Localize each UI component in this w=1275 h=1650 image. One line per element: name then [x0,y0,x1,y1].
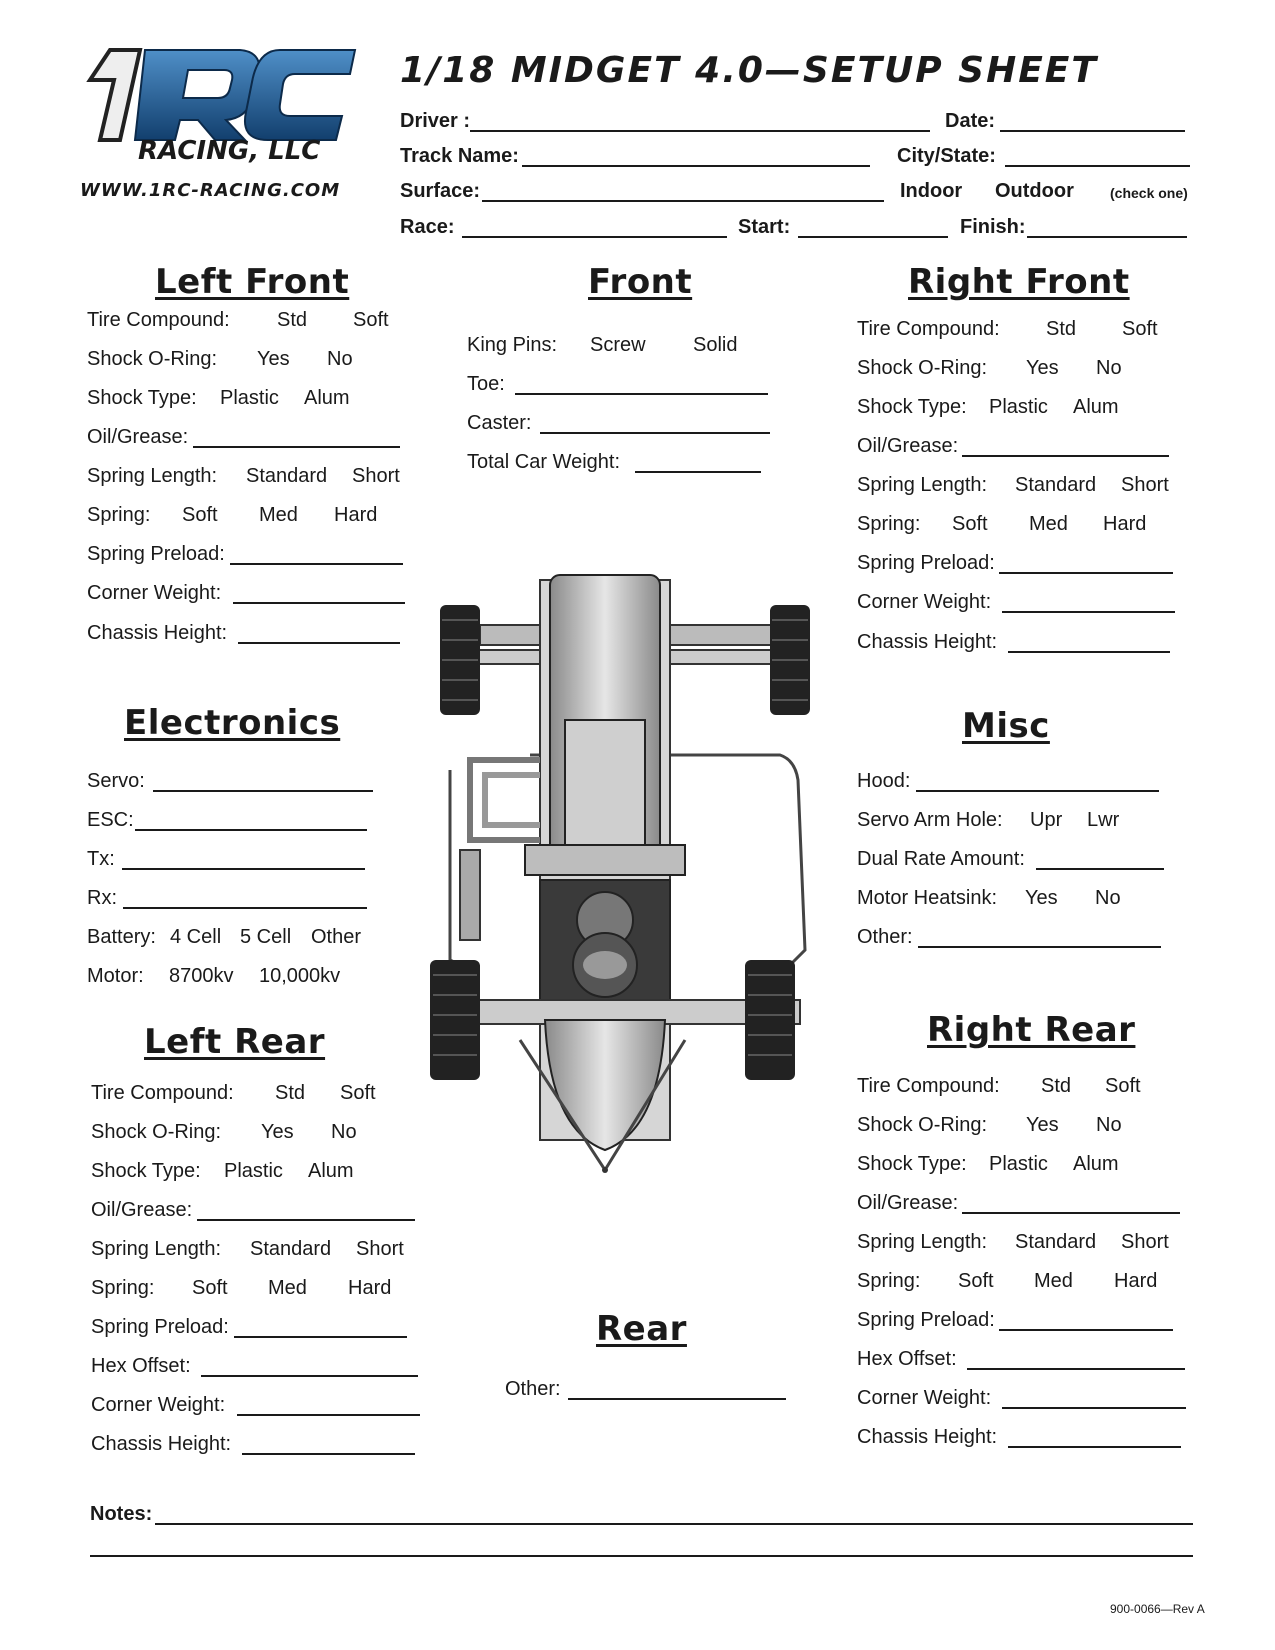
kingpins-solid[interactable]: Solid [693,334,738,356]
track-label: Track Name: [400,145,519,167]
rf-springlen-label: Spring Length: [857,474,988,496]
rf-oil-label: Oil/Grease: [857,435,959,457]
rr-springlen-short[interactable]: Short [1121,1231,1169,1253]
lf-springlen-label: Spring Length: [87,465,218,487]
page-title: 1/18 MIDGET 4.0—SETUP SHEET [400,50,1098,91]
lr-tire-soft[interactable]: Soft [340,1082,376,1104]
race-label: Race: [400,216,455,238]
lf-spring-soft[interactable]: Soft [182,504,218,526]
company-logo [80,40,370,210]
rf-oring-no[interactable]: No [1096,357,1122,379]
right-rear-heading: Right Rear [927,1010,1136,1050]
lr-spring-label: Spring: [91,1277,155,1299]
servo-arm-lwr[interactable]: Lwr [1087,809,1120,831]
lf-spring-label: Spring: [87,504,151,526]
rf-shock-label: Shock Type: [857,396,967,418]
rr-tire-label: Tire Compound: [857,1075,1000,1097]
caster-field[interactable] [540,432,770,434]
total-weight-field[interactable] [635,471,761,473]
motor-8700kv[interactable]: 8700kv [169,965,234,987]
lf-shock-alum[interactable]: Alum [304,387,350,409]
lr-oil-field[interactable] [197,1219,415,1221]
lf-oil-label: Oil/Grease: [87,426,189,448]
left-front-heading: Left Front [155,262,350,302]
toe-label: Toe: [467,373,505,395]
heatsink-no[interactable]: No [1095,887,1121,909]
tx-field[interactable] [122,868,365,870]
servo-label: Servo: [87,770,145,792]
tx-label: Tx: [87,848,115,870]
misc-other-label: Other: [857,926,913,948]
logo-website: WWW.1RC-RACING.COM [80,180,341,201]
heatsink-label: Motor Heatsink: [857,887,998,909]
rf-oil-field[interactable] [962,455,1169,457]
battery-5cell[interactable]: 5 Cell [240,926,292,948]
date-label: Date: [945,110,996,132]
rf-preload-field[interactable] [999,572,1173,574]
esc-field[interactable] [135,829,367,831]
indoor-option[interactable]: Indoor [900,180,963,202]
lr-shock-plastic[interactable]: Plastic [224,1160,283,1182]
notes-field-line-1[interactable] [155,1523,1193,1525]
lr-spring-soft[interactable]: Soft [192,1277,228,1299]
rr-spring-med[interactable]: Med [1034,1270,1073,1292]
rr-hex-label: Hex Offset: [857,1348,957,1370]
lf-chassis-field[interactable] [238,642,400,644]
dual-rate-label: Dual Rate Amount: [857,848,1025,870]
misc-other-field[interactable] [918,946,1161,948]
lf-shock-plastic[interactable]: Plastic [220,387,279,409]
rr-oil-field[interactable] [962,1212,1180,1214]
rr-shock-plastic[interactable]: Plastic [989,1153,1048,1175]
rr-oil-label: Oil/Grease: [857,1192,959,1214]
rf-oring-yes[interactable]: Yes [1026,357,1059,379]
lf-tire-std[interactable]: Std [277,309,308,331]
esc-label: ESC: [87,809,134,831]
driver-label: Driver : [400,110,471,132]
rear-other-field[interactable] [568,1398,786,1400]
rf-spring-soft[interactable]: Soft [952,513,988,535]
lr-springlen-short[interactable]: Short [356,1238,404,1260]
lr-springlen-label: Spring Length: [91,1238,222,1260]
rr-shock-alum[interactable]: Alum [1073,1153,1119,1175]
logo-company-name: RACING, LLC [138,136,321,166]
rr-springlen-standard[interactable]: Standard [1015,1231,1097,1253]
motor-label: Motor: [87,965,144,987]
lr-chassis-label: Chassis Height: [91,1433,232,1455]
rf-corner-field[interactable] [1002,611,1175,613]
battery-label: Battery: [87,926,156,948]
right-front-heading: Right Front [908,262,1130,302]
rear-other-label: Other: [505,1378,561,1400]
city-field[interactable] [1005,165,1190,167]
rr-corner-field[interactable] [1002,1407,1186,1409]
rf-tire-soft[interactable]: Soft [1122,318,1158,340]
lf-corner-label: Corner Weight: [87,582,222,604]
lr-oil-label: Oil/Grease: [91,1199,193,1221]
finish-label: Finish: [960,216,1026,238]
rr-preload-field[interactable] [999,1329,1173,1331]
lf-preload-field[interactable] [230,563,403,565]
left-rear-heading: Left Rear [144,1022,326,1062]
lr-corner-label: Corner Weight: [91,1394,226,1416]
rr-preload-label: Spring Preload: [857,1309,995,1331]
finish-field[interactable] [1027,236,1187,238]
hood-label: Hood: [857,770,911,792]
rf-preload-label: Spring Preload: [857,552,995,574]
rf-spring-med[interactable]: Med [1029,513,1068,535]
track-field[interactable] [522,165,870,167]
rr-chassis-field[interactable] [1008,1446,1181,1448]
lf-oring-no[interactable]: No [327,348,353,370]
rr-chassis-label: Chassis Height: [857,1426,998,1448]
lf-chassis-label: Chassis Height: [87,622,228,644]
start-label: Start: [738,216,791,238]
servo-arm-label: Servo Arm Hole: [857,809,1003,831]
lf-oil-field[interactable] [193,446,400,448]
lr-oring-label: Shock O-Ring: [91,1121,222,1143]
lr-shock-label: Shock Type: [91,1160,201,1182]
rf-chassis-field[interactable] [1008,651,1170,653]
rr-corner-label: Corner Weight: [857,1387,992,1409]
rx-field[interactable] [123,907,367,909]
lr-hex-field[interactable] [201,1375,418,1377]
front-heading: Front [588,262,693,302]
kingpins-screw[interactable]: Screw [590,334,646,356]
lr-springlen-standard[interactable]: Standard [250,1238,332,1260]
lf-corner-field[interactable] [233,602,405,604]
heatsink-yes[interactable]: Yes [1025,887,1058,909]
start-field[interactable] [798,236,948,238]
lf-spring-hard[interactable]: Hard [334,504,378,526]
rr-spring-label: Spring: [857,1270,921,1292]
rf-spring-label: Spring: [857,513,921,535]
rf-chassis-label: Chassis Height: [857,631,998,653]
rr-tire-soft[interactable]: Soft [1105,1075,1141,1097]
lr-hex-label: Hex Offset: [91,1355,191,1377]
lr-tire-std[interactable]: Std [275,1082,306,1104]
lr-chassis-field[interactable] [242,1453,415,1455]
rf-shock-alum[interactable]: Alum [1073,396,1119,418]
motor-10000kv[interactable]: 10,000kv [259,965,341,987]
lf-spring-med[interactable]: Med [259,504,298,526]
servo-field[interactable] [153,790,373,792]
lr-corner-field[interactable] [237,1414,420,1416]
rr-oring-yes[interactable]: Yes [1026,1114,1059,1136]
rear-heading: Rear [596,1309,687,1349]
lr-oring-no[interactable]: No [331,1121,357,1143]
lf-oring-label: Shock O-Ring: [87,348,218,370]
lr-shock-alum[interactable]: Alum [308,1160,354,1182]
dual-rate-field[interactable] [1036,868,1164,870]
check-one-note: (check one) [1110,185,1188,201]
rr-hex-field[interactable] [967,1368,1185,1370]
rf-shock-plastic[interactable]: Plastic [989,396,1048,418]
surface-label: Surface: [400,180,481,202]
rf-tire-label: Tire Compound: [857,318,1000,340]
lr-spring-med[interactable]: Med [268,1277,307,1299]
rf-springlen-standard[interactable]: Standard [1015,474,1097,496]
electronics-heading: Electronics [124,703,341,743]
surface-field[interactable] [482,200,884,202]
lr-oring-yes[interactable]: Yes [261,1121,294,1143]
caster-label: Caster: [467,412,532,434]
battery-4cell[interactable]: 4 Cell [170,926,222,948]
lr-tire-label: Tire Compound: [91,1082,234,1104]
notes-field-line-2[interactable] [90,1555,1193,1557]
total-weight-label: Total Car Weight: [467,451,621,473]
lr-preload-field[interactable] [234,1336,407,1338]
rr-shock-label: Shock Type: [857,1153,967,1175]
lr-preload-label: Spring Preload: [91,1316,229,1338]
rx-label: Rx: [87,887,117,909]
rr-spring-soft[interactable]: Soft [958,1270,994,1292]
lf-tire-label: Tire Compound: [87,309,230,331]
toe-field[interactable] [515,393,768,395]
date-field[interactable] [1000,130,1185,132]
rf-tire-std[interactable]: Std [1046,318,1077,340]
car-top-view-diagram [430,570,840,1220]
lf-springlen-standard[interactable]: Standard [246,465,328,487]
lf-shock-label: Shock Type: [87,387,197,409]
battery-other[interactable]: Other [311,926,362,948]
rr-oring-no[interactable]: No [1096,1114,1122,1136]
servo-arm-upr[interactable]: Upr [1030,809,1063,831]
race-field[interactable] [462,236,727,238]
city-label: City/State: [897,145,996,167]
rr-spring-hard[interactable]: Hard [1114,1270,1158,1292]
rf-oring-label: Shock O-Ring: [857,357,988,379]
kingpins-label: King Pins: [467,334,558,356]
rr-oring-label: Shock O-Ring: [857,1114,988,1136]
rf-corner-label: Corner Weight: [857,591,992,613]
rf-spring-hard[interactable]: Hard [1103,513,1147,535]
lf-oring-yes[interactable]: Yes [257,348,290,370]
part-number: 900-0066—Rev A [1110,1602,1205,1616]
rf-springlen-short[interactable]: Short [1121,474,1169,496]
lr-spring-hard[interactable]: Hard [348,1277,392,1299]
outdoor-option[interactable]: Outdoor [995,180,1074,202]
rr-springlen-label: Spring Length: [857,1231,988,1253]
rr-tire-std[interactable]: Std [1041,1075,1072,1097]
lf-preload-label: Spring Preload: [87,543,225,565]
notes-label: Notes: [90,1503,153,1525]
lf-springlen-short[interactable]: Short [352,465,400,487]
driver-field[interactable] [470,130,930,132]
hood-field[interactable] [916,790,1159,792]
lf-tire-soft[interactable]: Soft [353,309,389,331]
misc-heading: Misc [962,706,1050,746]
